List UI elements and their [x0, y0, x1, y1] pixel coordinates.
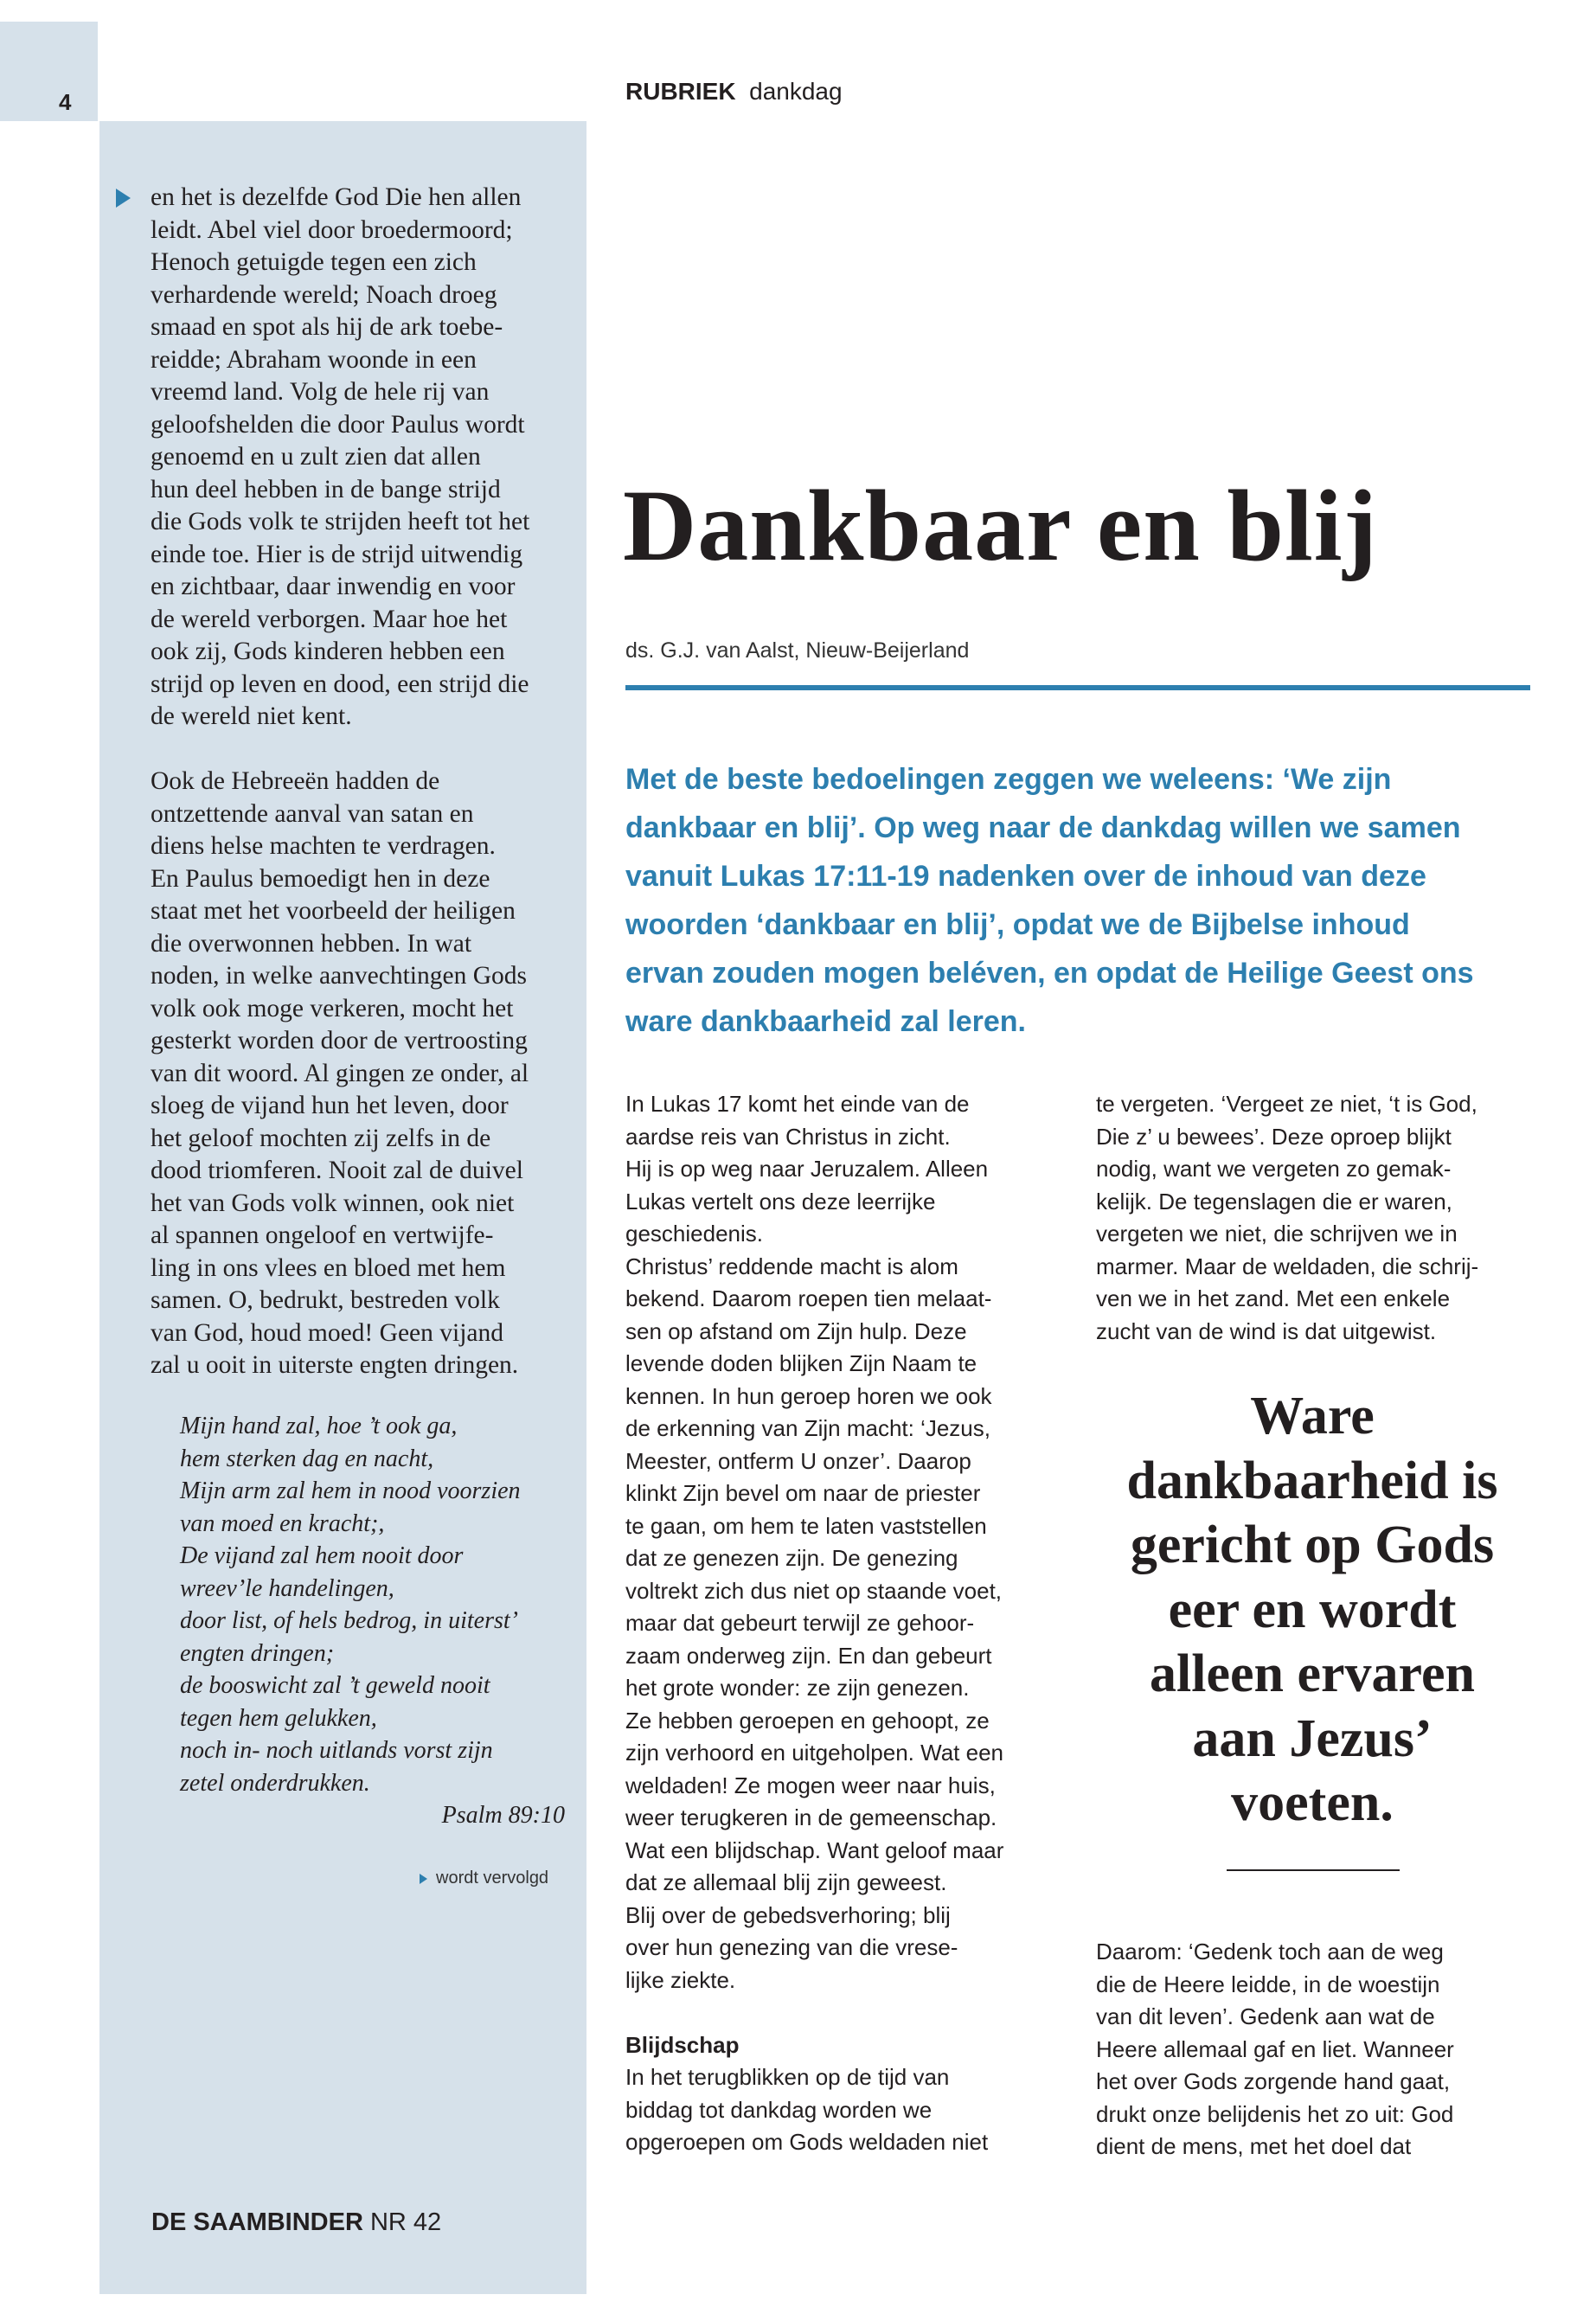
text-line: zijn verhoord en uitgeholpen. Wat een: [625, 1740, 1003, 1766]
text-line: marmer. Maar de weldaden, die schrij-: [1096, 1253, 1479, 1279]
text-line: Mijn hand zal, hoe ’t ook ga,: [180, 1413, 458, 1439]
text-line: kennen. In hun geroep horen we ook: [625, 1382, 992, 1409]
divider: [625, 685, 1530, 690]
text-line: Ook de Hebreeën hadden de: [151, 767, 440, 795]
sidebar-paragraph: [151, 766, 574, 1382]
text-line: de erkenning van Zijn macht: ‘Jezus,: [625, 1415, 990, 1441]
text-line: al spannen ongeloof en vertwijfe-: [151, 1221, 494, 1249]
text-line: ven we in het zand. Met een enkele: [1096, 1285, 1451, 1311]
text-line: het grote wonder: ze zijn genezen.: [625, 1675, 970, 1701]
text-line: van dit leven’. Gedenk aan wat de: [1096, 2003, 1435, 2029]
text-line: die de Heere leidde, in de woestijn: [1096, 1971, 1440, 1997]
text-line: eer en wordt: [1168, 1580, 1457, 1639]
text-line: geloofshelden die door Paulus wordt: [151, 410, 525, 439]
text-line: dankbaar en blij’. Op weg naar de dankdag willen we samen: [625, 811, 1461, 844]
text-line: zetel onderdrukken.: [180, 1769, 370, 1797]
text-line: over hun genezing van die vrese-: [625, 1934, 958, 1960]
text-line: hun deel hebben in de bange strijd: [151, 475, 501, 503]
text-line: staat met het voorbeeld der heiligen: [151, 897, 516, 925]
continued-label: wordt vervolgd: [436, 1868, 549, 1888]
text-line: In Lukas 17 komt het einde van de: [625, 1091, 970, 1117]
section-header: [625, 78, 843, 106]
issue-number: NR 42: [369, 2208, 442, 2236]
continued-note: [420, 1868, 548, 1888]
subheading: Blijdschap: [625, 2031, 740, 2058]
section-name: dankdag: [749, 78, 843, 105]
article-title: Dankbaar en blij: [623, 469, 1378, 582]
text-line: ware dankbaarheid zal leren.: [625, 1005, 1026, 1038]
text-line: genoemd en u zult zien dat allen: [151, 443, 481, 471]
text-line: die Gods volk te strijden heeft tot het: [151, 508, 530, 535]
text-line: te vergeten. ‘Vergeet ze niet, ‘t is God,: [1096, 1091, 1477, 1117]
text-line: en zichtbaar, daar inwendig en voor: [151, 573, 516, 600]
text-line: tegen hem gelukken,: [180, 1704, 377, 1732]
text-line: van moed en kracht;,: [180, 1509, 385, 1537]
triangle-right-icon: [420, 1874, 427, 1884]
page-number-box: [0, 22, 98, 121]
magazine-name: DE SAAMBINDER: [151, 2208, 363, 2236]
text-line: reidde; Abraham woonde in een: [151, 345, 477, 374]
rubriek-label: RUBRIEK: [625, 78, 736, 105]
sidebar-paragraph: [151, 182, 574, 734]
text-line: einde toe. Hier is de strijd uitwendig: [151, 540, 523, 568]
text-line: lijke ziekte.: [625, 1966, 736, 1993]
body-column-1: [625, 1088, 1067, 2159]
continuation-arrow-icon: [116, 189, 131, 208]
text-line: maar dat gebeurt terwijl ze gehoor-: [625, 1610, 975, 1636]
text-line: dient de mens, met het doel dat: [1096, 2133, 1412, 2159]
text-line: zaam onderweg zijn. En dan gebeurt: [625, 1642, 992, 1669]
text-line: noch in- noch uitlands vorst zijn: [180, 1737, 493, 1764]
text-line: alleen ervaren: [1150, 1644, 1475, 1703]
text-line: geschiedenis.: [625, 1221, 763, 1247]
body-column-2-top: [1096, 1088, 1537, 1348]
text-line: Wat een blijdschap. Want geloof maar: [625, 1836, 1004, 1863]
text-line: Ware: [1250, 1387, 1375, 1445]
text-line: aan Jezus’: [1192, 1708, 1433, 1768]
text-line: nodig, want we vergeten zo gemak-: [1096, 1156, 1452, 1182]
pull-quote: [1096, 1384, 1529, 1836]
text-line: biddag tot dankdag worden we: [625, 2096, 933, 2123]
body-column-2-bottom: [1096, 1936, 1537, 2163]
text-line: dat ze genezen zijn. De genezing: [625, 1545, 958, 1571]
text-line: voeten.: [1231, 1773, 1394, 1832]
text-line: de booswicht zal ’t geweld nooit: [180, 1672, 490, 1699]
text-line: verhardende wereld; Noach droeg: [151, 280, 497, 309]
text-line: gesterkt worden door de vertroosting: [151, 1027, 528, 1054]
text-line: zucht van de wind is dat uitgewist.: [1096, 1317, 1437, 1344]
text-line: Meester, ontferm U onzer’. Daarop: [625, 1447, 971, 1474]
text-line: diens helse machten te verdragen.: [151, 832, 496, 860]
text-line: de wereld niet kent.: [151, 702, 352, 730]
text-line: zal u ooit in uiterste engten dringen.: [151, 1351, 519, 1379]
text-line: smaad en spot als hij de ark toebe-: [151, 313, 503, 341]
text-line: engten dringen;: [180, 1639, 335, 1667]
text-line: In het terugblikken op de tijd van: [625, 2064, 950, 2090]
text-line: Christus’ reddende macht is alom: [625, 1253, 958, 1279]
text-line: voltrekt zich dus niet op staande voet,: [625, 1577, 1003, 1604]
text-line: hem sterken dag en nacht,: [180, 1445, 434, 1472]
text-line: klinkt Zijn bevel om naar de priester: [625, 1480, 981, 1506]
text-line: weldaden! Ze mogen weer naar huis,: [625, 1772, 996, 1798]
text-line: kelijk. De tegenslagen die er waren,: [1096, 1188, 1452, 1215]
text-line: van dit woord. Al gingen ze onder, al: [151, 1059, 529, 1087]
text-line: samen. O, bedrukt, bestreden volk: [151, 1286, 500, 1314]
psalm-quote: [180, 1410, 565, 1832]
byline: ds. G.J. van Aalst, Nieuw-Beijerland: [625, 638, 970, 663]
text-line: Hij is op weg naar Jeruzalem. Alleen: [625, 1156, 989, 1182]
text-line: Lukas vertelt ons deze leerrijke: [625, 1188, 936, 1215]
text-line: levende doden blijken Zijn Naam te: [625, 1350, 977, 1376]
text-line: het over Gods zorgende hand gaat,: [1096, 2068, 1451, 2094]
text-line: Henoch getuigde tegen een zich: [151, 248, 477, 276]
text-line: sloeg de vijand hun het leven, door: [151, 1092, 509, 1119]
text-line: Heere allemaal gaf en liet. Wanneer: [1096, 2035, 1454, 2062]
text-line: bekend. Daarom roepen tien melaat-: [625, 1285, 992, 1311]
text-line: ling in ons vlees en bloed met hem: [151, 1253, 506, 1282]
text-line: en het is dezelfde God Die hen allen: [151, 183, 522, 211]
text-line: opgeroepen om Gods weldaden niet: [625, 2129, 989, 2155]
psalm-source: Psalm 89:10: [441, 1802, 565, 1829]
footer: [151, 2208, 441, 2237]
text-line: vanuit Lukas 17:11-19 nadenken over de inhoud van deze: [625, 860, 1426, 893]
text-line: woorden ‘dankbaar en blij’, opdat we de Bijbelse inhoud: [625, 908, 1410, 941]
text-line: Daarom: ‘Gedenk toch aan de weg: [1096, 1939, 1444, 1965]
text-line: dankbaarheid is: [1126, 1451, 1498, 1510]
text-line: vreemd land. Volg de hele rij van: [151, 378, 490, 406]
text-line: die overwonnen hebben. In wat: [151, 929, 472, 958]
page-number: 4: [59, 89, 72, 115]
text-line: dat ze allemaal blij zijn geweest.: [625, 1869, 947, 1895]
text-line: En Paulus bemoedigt hen in deze: [151, 864, 490, 893]
text-line: gericht op Gods: [1130, 1516, 1495, 1574]
text-line: sen op afstand om Zijn hulp. Deze: [625, 1317, 967, 1344]
text-line: Blij over de gebedsverhoring; blij: [625, 1901, 951, 1928]
pull-quote-rule: [1227, 1869, 1400, 1871]
text-line: drukt onze belijdenis het zo uit: God: [1096, 2100, 1454, 2127]
text-line: dood triomferen. Nooit zal de duivel: [151, 1157, 523, 1184]
text-line: Die z’ u bewees’. Deze oproep blijkt: [1096, 1123, 1452, 1150]
text-line: vergeten we niet, die schrijven we in: [1096, 1221, 1458, 1247]
text-line: Mijn arm zal hem in nood voorzien: [180, 1477, 521, 1504]
text-line: De vijand zal hem nooit door: [180, 1542, 464, 1569]
text-line: wreev’le handelingen,: [180, 1574, 394, 1602]
text-line: Ze hebben geroepen en gehoopt, ze: [625, 1707, 990, 1734]
text-line: leidt. Abel viel door broedermoord;: [151, 215, 513, 244]
text-line: weer terugkeren in de gemeenschap.: [625, 1804, 997, 1830]
text-line: volk ook moge verkeren, mocht het: [151, 994, 514, 1022]
text-line: ervan zouden mogen beléven, en opdat de Heilige Geest ons: [625, 957, 1474, 990]
intro-text: [625, 755, 1474, 1046]
text-line: Met de beste bedoelingen zeggen we weleens: ‘We zijn: [625, 763, 1392, 796]
text-line: door list, of hels bedrog, in uiterst’: [180, 1607, 518, 1634]
text-line: de wereld verborgen. Maar hoe het: [151, 605, 508, 633]
text-line: ook zij, Gods kinderen hebben een: [151, 638, 505, 665]
text-line: het geloof mochten zij zelfs in de: [151, 1124, 491, 1152]
text-line: te gaan, om hem te laten vaststellen: [625, 1512, 987, 1539]
text-line: ontzettende aanval van satan en: [151, 799, 474, 828]
text-line: van God, houd moed! Geen vijand: [151, 1318, 503, 1347]
sidebar-text: [151, 182, 574, 1414]
text-line: het van Gods volk winnen, ook niet: [151, 1189, 515, 1217]
text-line: noden, in welke aanvechtingen Gods: [151, 962, 527, 990]
text-line: aardse reis van Christus in zicht.: [625, 1123, 951, 1150]
text-line: strijd op leven en dood, een strijd die: [151, 670, 529, 698]
